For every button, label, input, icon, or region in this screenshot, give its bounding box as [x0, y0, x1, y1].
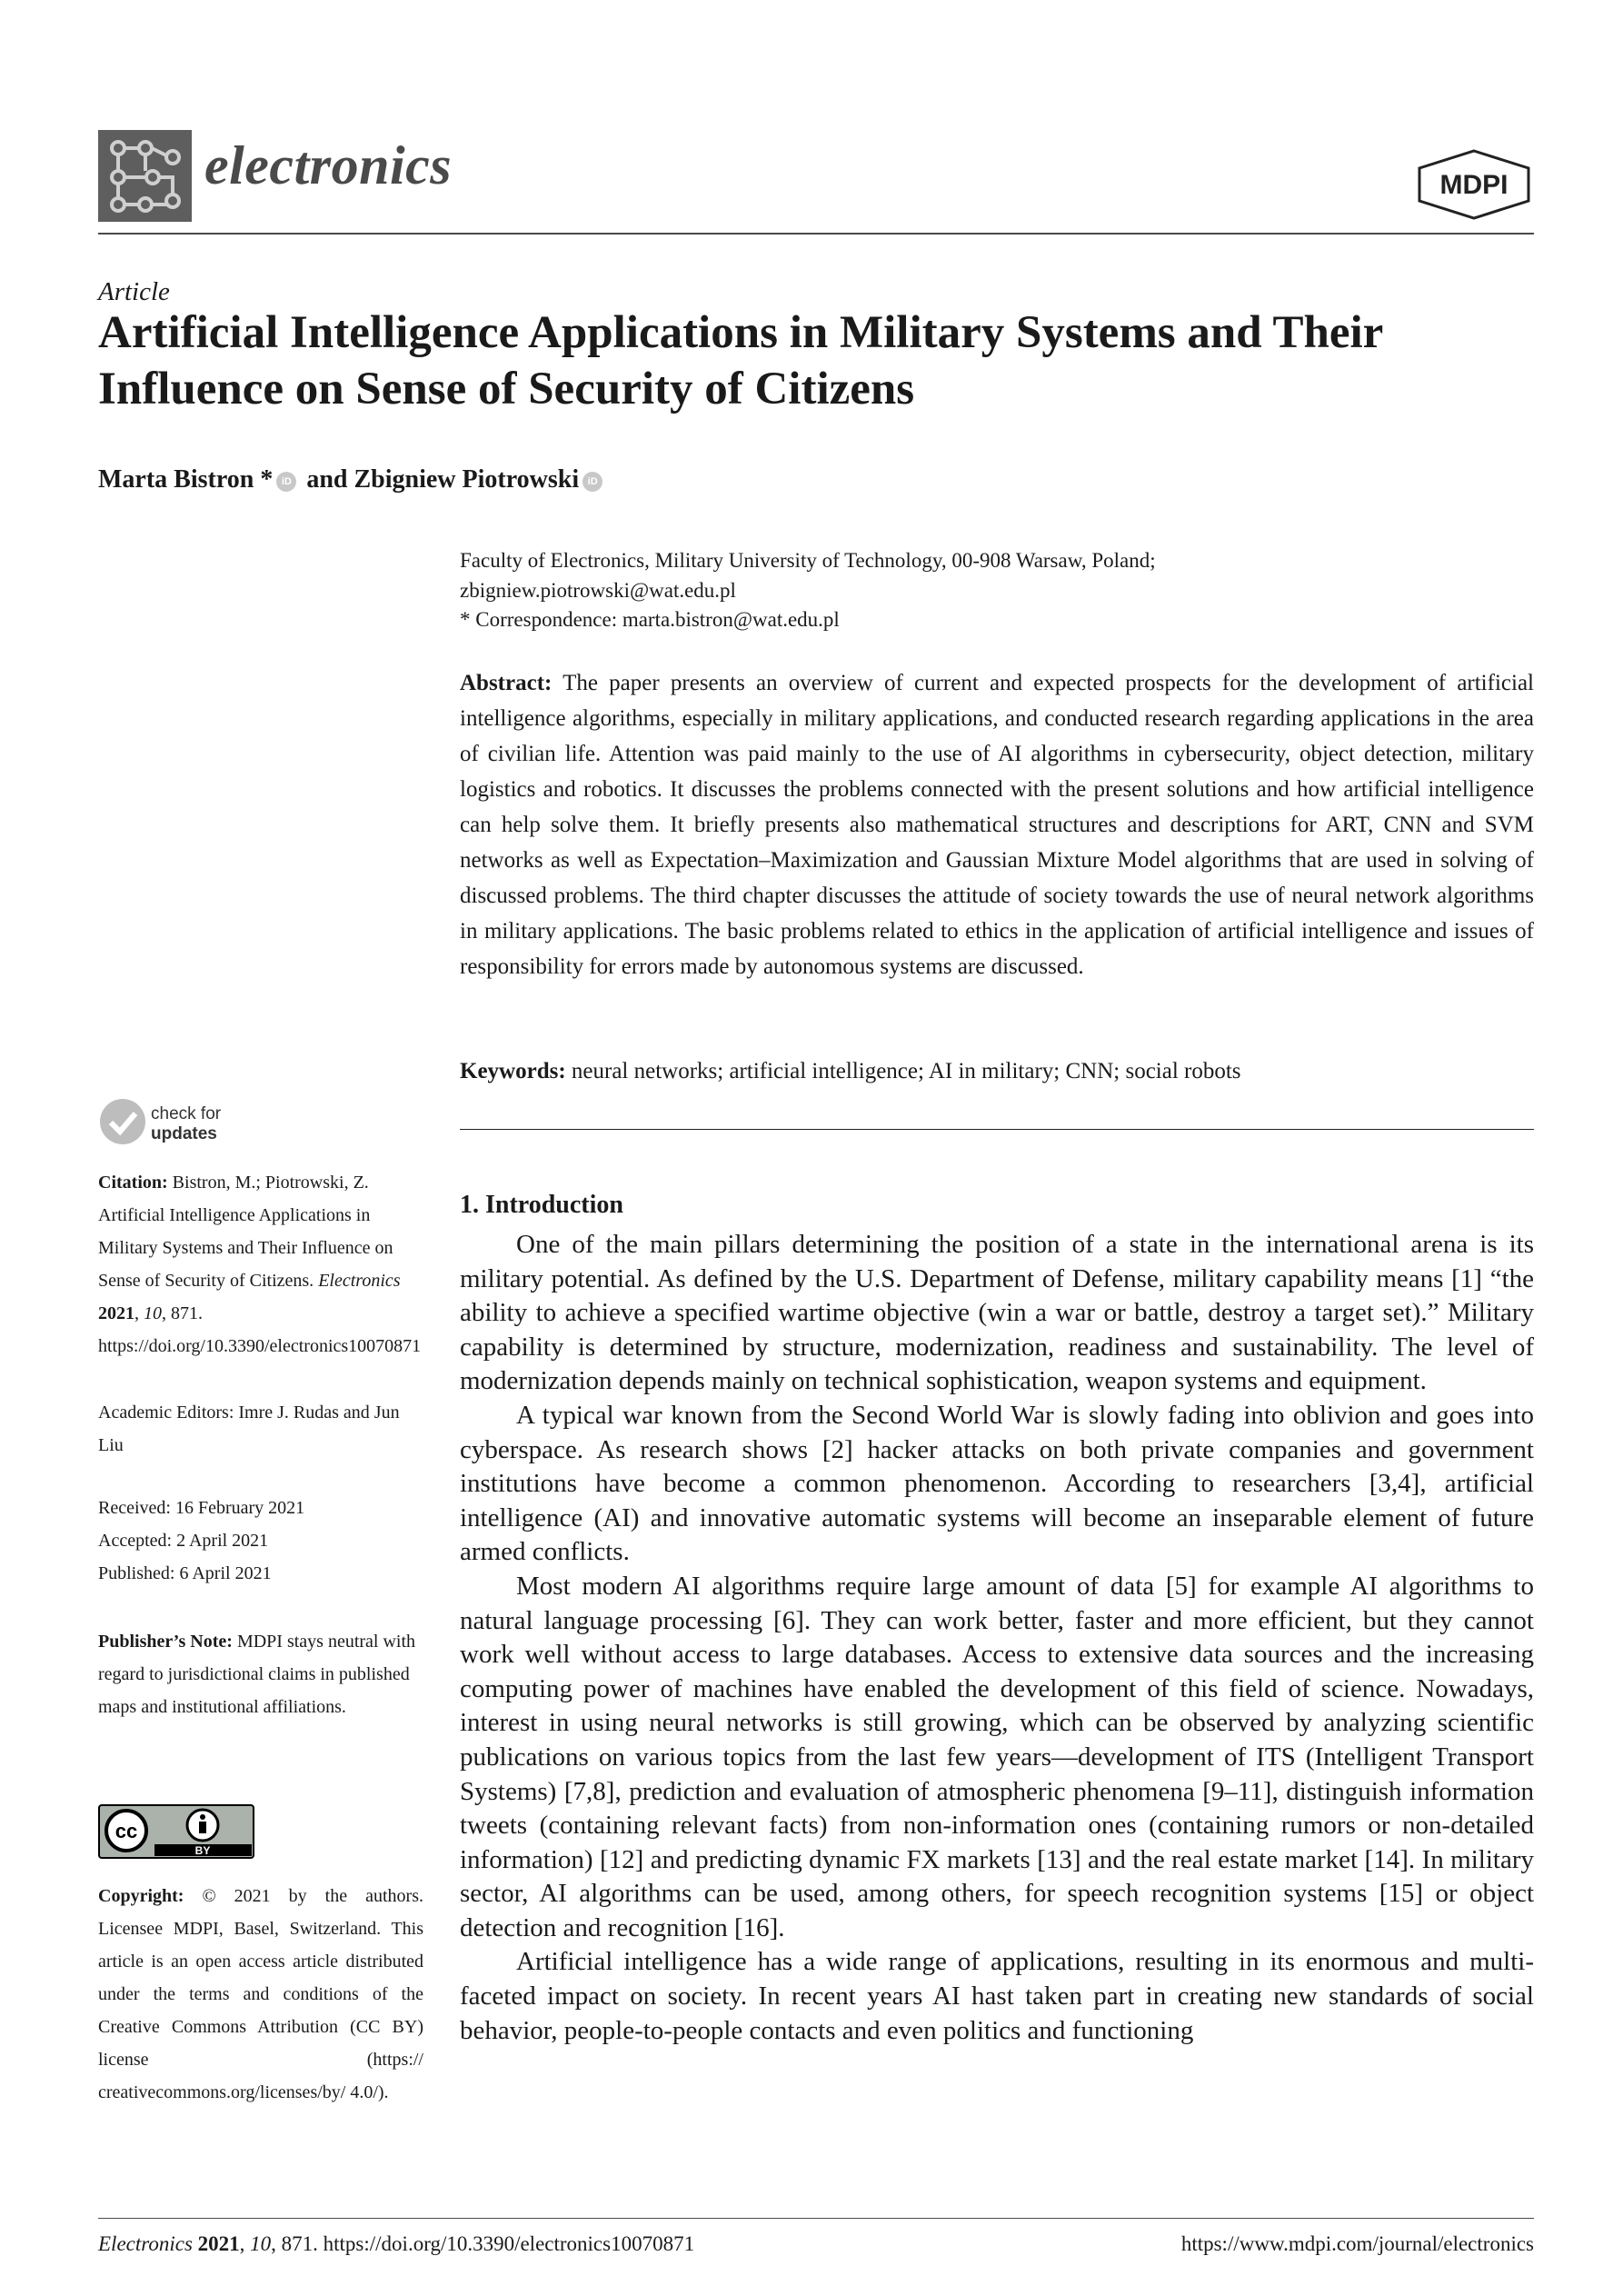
svg-text:check for: check for: [151, 1104, 222, 1123]
check-icon: [100, 1099, 145, 1144]
orcid-icon[interactable]: iD: [582, 472, 602, 492]
correspondence: * Correspondence: marta.bistron@wat.edu.pl: [460, 608, 840, 631]
paragraph: One of the main pillars determining the position of a state in the international arena is its military potential. As defined by the U.S. Department of Defense, military capability means [1] “the ability to achieve a specified wartime objective (win a war or battle, destroy a target set).” Military capability is determined by structure, modernization, readiness and sustainability. The level of modernization depends mainly on technical sophistication, weapon systems and equipment.: [460, 1230, 1534, 1396]
publisher-note-text: MDPI stays neutral with regard to jurisdictional claims in published maps and institutional affiliations.: [98, 1632, 416, 1717]
footer-doi[interactable]: , 871. https://doi.org/10.3390/electronics10070871: [271, 2232, 695, 2255]
keywords-text: neural networks; artificial intelligence; AI in military; CNN; social robots: [571, 1059, 1241, 1083]
citation-year: 2021: [98, 1303, 134, 1323]
orcid-icon[interactable]: iD: [276, 472, 296, 492]
copyright-notice: [98, 1880, 423, 2109]
published-date: Published: 6 April 2021: [98, 1563, 272, 1583]
received-date: Received: 16 February 2021: [98, 1498, 305, 1518]
citation-doi[interactable]: , 871. https://doi.org/10.3390/electronics10070871: [98, 1303, 422, 1356]
citation-text: Bistron, M.; Piotrowski, Z. Artificial Intelligence Applications in Military Systems and Their Influence on Sense of Security of Citizens.: [98, 1173, 393, 1291]
body-text: [460, 1228, 1534, 2048]
cc-by-license-badge[interactable]: [98, 1804, 254, 1859]
journal-name: electronics: [204, 135, 453, 195]
publisher-note: [98, 1625, 423, 1723]
keywords: [460, 1054, 1534, 1089]
footer-citation: Electronics 2021, 10, 871. https://doi.org/10.3390/electronics10070871: [98, 2232, 695, 2255]
publication-dates: [98, 1492, 423, 1590]
journal-url[interactable]: https://www.mdpi.com/journal/electronics: [1180, 2232, 1534, 2255]
paragraph: Artificial intelligence has a wide range of applications, resulting in its enormous and multi-faceted impact on society. In recent years AI hast taken part in creating new standards of social behavior, people-to-people contacts and even politics and functioning: [460, 1947, 1534, 2045]
footer-divider: [98, 2218, 1534, 2219]
abstract-text: The paper presents an overview of current and expected prospects for the development of artificial intelligence algorithms, especially in military applications, and conducted research regarding applications in the area of civilian life. Attention was paid mainly to the use of AI algorithms in cybersecurity, object detection, military logistics and robotics. It discusses the problems connected with the present solutions and how artificial intelligence can help solve them. It briefly presents also mathematical structures and descriptions for ART, CNN and SVM networks as well as Expectation–Maximization and Gaussian Mixture Model algorithms that are used in solving of discussed problems. The third chapter discusses the attitude of society towards the use of neural network algorithms in military applications. The basic problems related to ethics in the application of artificial intelligence and issues of responsibility for errors made by autonomous systems are discussed.: [460, 671, 1534, 979]
paper-title: Artificial Intelligence Applications in Military Systems and Their Influence on Sense of Security of Citizens: [98, 307, 1383, 414]
article-type: Article: [98, 277, 170, 306]
abstract: [460, 665, 1534, 984]
accepted-date: Accepted: 2 April 2021: [98, 1531, 269, 1551]
citation-journal: Electronics: [318, 1271, 401, 1291]
abstract-label: Abstract:: [460, 671, 553, 695]
abstract-divider: [460, 1129, 1534, 1130]
keywords-label: Keywords:: [460, 1059, 566, 1083]
publisher-note-label: Publisher’s Note:: [98, 1632, 233, 1652]
header-divider: [98, 233, 1534, 235]
affiliation-email[interactable]: zbigniew.piotrowski@wat.edu.pl: [460, 579, 736, 602]
academic-editors: Academic Editors: Imre J. Rudas and Jun Liu: [98, 1403, 400, 1455]
affiliation-line: Faculty of Electronics, Military University of Technology, 00-908 Warsaw, Poland;: [460, 549, 1156, 572]
svg-text:updates: updates: [151, 1124, 217, 1143]
author-first[interactable]: Marta Bistron *: [98, 465, 274, 494]
svg-text:BY: BY: [194, 1844, 211, 1857]
section-heading: 1. Introduction: [460, 1191, 623, 1219]
journal-logo: [98, 130, 192, 222]
copyright-text: © 2021 by the authors. Licensee MDPI, Basel, Switzerland. This article is an open access article distributed under the terms and conditions of the Creative Commons Attribution (CC BY) license (https:// creativecommons.org/licenses/by/ 4.0/).: [98, 1886, 423, 2102]
mdpi-logo: [1414, 148, 1534, 221]
svg-text:cc: cc: [115, 1820, 138, 1842]
publisher-label: MDPI: [1439, 170, 1508, 200]
paragraph: Most modern AI algorithms require large amount of data [5] for example AI algorithms to natural language processing [6]. They can work better, faster and more efficient, but they cannot work well without access to large databases. Access to extensive data sources and the increasing computing power of machines have enabled the development of this field of science. Nowadays, interest in using neural networks is still growing, which can be observed by analyzing scientific publications on various topics from the last few years—development of ITS (Intelligent Transport Systems) [7,8], prediction and evaluation of atmospheric phenomena [9–11], distinguish information tweets (containing relevant facts) from non-information ones (containing rumors or non-detailed information) [12] and predicting dynamic FX markets [13] and the real estate market [14]. In military sector, AI algorithms can be used, among others, for speech recognition systems [15] or object detection and recognition [16].: [460, 1571, 1534, 1942]
paragraph: A typical war known from the Second World War is slowly fading into oblivion and goes into cyberspace. As research shows [2] hacker attacks on both private companies and government institutions have become a common phenomenon. According to researchers [3,4], artificial intelligence (AI) and innovative automatic systems will become an inseparable element of future armed conflicts.: [460, 1400, 1534, 1567]
author-list: [98, 465, 606, 494]
footer-volume: 10: [250, 2232, 272, 2255]
citation-label: Citation:: [98, 1173, 168, 1193]
footer-year: 2021: [197, 2232, 240, 2255]
copyright-label: Copyright:: [98, 1886, 184, 1906]
circuit-icon: [98, 130, 192, 222]
citation-volume: 10: [144, 1303, 162, 1323]
author-second[interactable]: and Zbigniew Piotrowski: [306, 465, 580, 494]
check-for-updates-badge[interactable]: [98, 1097, 244, 1147]
footer-journal: Electronics: [98, 2232, 193, 2255]
citation-block: Citation: Bistron, M.; Piotrowski, Z. Artificial Intelligence Applications in Military Systems and Their Influence on Sense of Security of Citizens. Electronics 2021, 10, 871. https://doi.org/10.3390/electronics10070871: [98, 1173, 422, 1356]
